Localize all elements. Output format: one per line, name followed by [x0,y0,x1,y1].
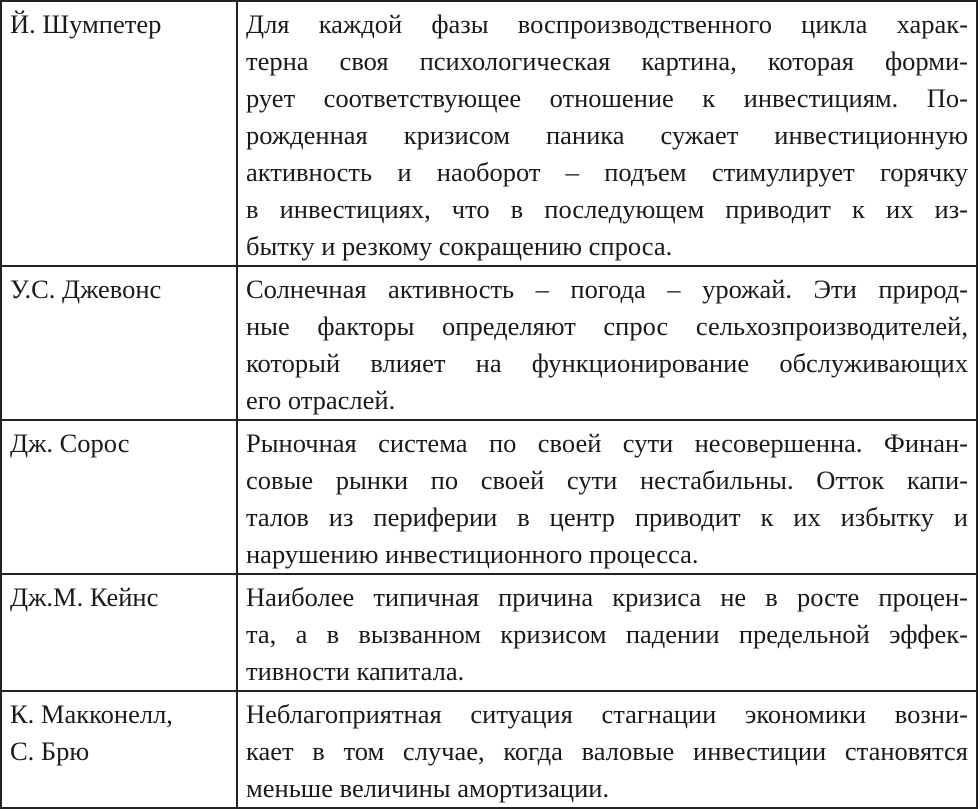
theory-line: та, а в вызванном кризисом падении предельной эффек- [246,619,968,649]
theory-line: талов из периферии в центр приводит к их избытку и [246,502,968,532]
theory-line: тивности капитала. [246,656,465,686]
theory-line: ные факторы определяют спрос сельхозпроизводителей, [246,311,968,341]
theory-line: который влияет на функционирование обслуживающих [246,348,968,378]
theory-cell [237,266,977,420]
theory-line: совые рынки по своей сути нестабильны. Отток капи- [246,465,968,495]
theory-line: кает в том случае, когда валовые инвестиции становятся [246,736,968,766]
theory-line: Рыночная система по своей сути несовершенна. Финан- [246,428,968,458]
theory-line: меньше величины амортизации. [246,773,610,803]
author-name: Й. Шумпетер [10,9,162,39]
theory-cell [237,420,977,574]
theory-line: терна своя психологическая картина, которая форми- [246,46,968,76]
theory-line: рует соответствующее отношение к инвестициям. По- [246,83,968,113]
table-row [1,420,977,574]
theory-line: бытку и резкому сокращению спроса. [246,231,673,261]
author-name: С. Брю [10,736,90,766]
theory-cell [237,1,977,266]
theory-line: Солнечная активность – погода – урожай. Эти природ- [246,274,968,304]
theory-cell [237,691,977,808]
theory-line: нарушению инвестиционного процесса. [246,539,699,569]
author-name: Дж.М. Кейнс [10,582,159,612]
author-cell [1,420,237,574]
theory-line: Наиболее типичная причина кризиса не в росте процен- [246,582,968,612]
theory-line: Для каждой фазы воспроизводственного цикла харак- [246,9,968,39]
author-name: У.С. Джевонс [10,274,162,304]
theory-line: Неблагоприятная ситуация стагнации экономики возни- [246,699,968,729]
theory-line: рожденная кризисом паника сужает инвестиционную [246,120,968,150]
author-cell [1,691,237,808]
theory-line: активность и наоборот – подъем стимулирует горячку [246,157,968,187]
author-name: К. Макконелл, [10,699,173,729]
author-cell [1,266,237,420]
table-row [1,1,977,266]
theory-line: его отраслей. [246,385,396,415]
theory-cell [237,574,977,691]
author-cell [1,574,237,691]
table-row [1,574,977,691]
author-cell [1,1,237,266]
table-row [1,266,977,420]
theory-line: в инвестициях, что в последующем приводит к их из- [246,194,968,224]
author-name: Дж. Сорос [10,428,130,458]
table-row [1,691,977,808]
